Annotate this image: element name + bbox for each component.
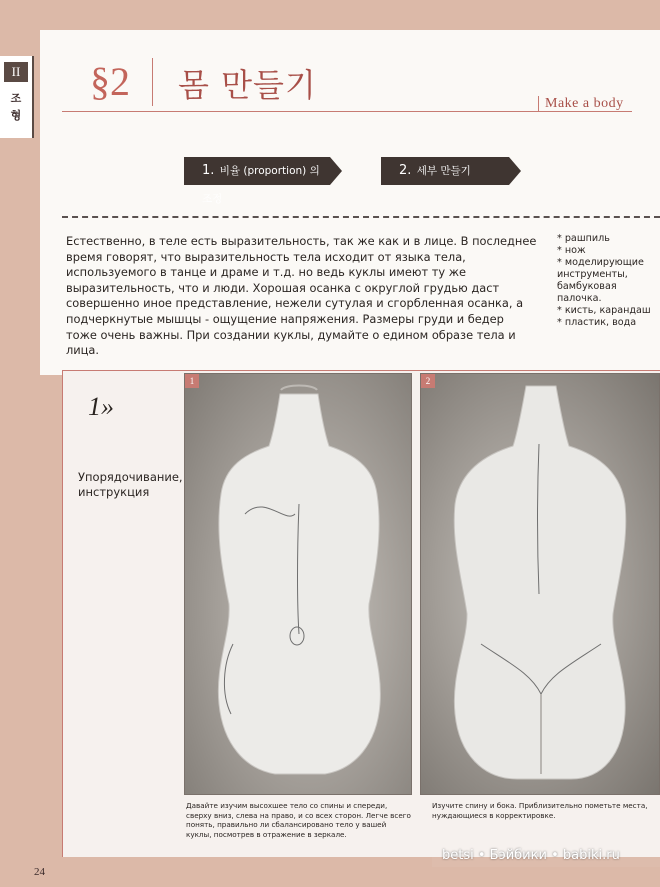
chapter-label-line1: 조 [10,92,22,105]
material-item: * рашпиль [557,233,610,244]
step-nav-1 [184,157,330,205]
title-divider [152,58,153,106]
step-number: 1» [88,392,114,421]
chapter-label-line2: 형 [10,109,22,122]
torso-front-illustration [185,374,412,795]
section-title: 몸 만들기 [178,66,317,104]
page-number: 24 [34,866,45,878]
step-nav-1-num: 1. [202,163,215,178]
photo-1-caption: Давайте изучим высохшее тело со спины и спереди, сверху вниз, слева на право, и со всех сторон. Легче всего понять, правильно ли сбалансировано тело у вашей куклы, посмотрев в отражение в зеркале. [186,801,411,839]
photo-2-caption: Изучите спину и бока. Приблизительно пометьте места, нуждающиеся в корректировке. [432,801,648,820]
step-caption: Упорядочивание, инструкция [78,470,183,499]
photo-back-torso [420,373,660,795]
material-item: * моделирующие инструменты, бамбуковая палочка. [557,257,644,304]
step-section-left-line [62,370,63,857]
photo-1-number: 1 [185,374,199,388]
torso-back-illustration [421,374,660,795]
step-nav-2-label: 세부 만들기 [416,165,471,177]
step-nav-2 [381,157,509,185]
watermark: betsi • Бэйбики • babiki.ru [432,845,660,867]
chapter-label [6,90,26,124]
photo-2-number: 2 [421,374,435,388]
step-nav-2-num: 2. [399,163,412,178]
material-item: * кисть, карандаш [557,305,651,316]
chapter-roman: II [4,62,28,82]
material-item: * пластик, вода [557,317,637,328]
section-number: §2 [90,59,130,104]
material-item: * нож [557,245,586,256]
photo-front-torso [184,373,412,795]
section-subtitle: Make a body [538,96,624,112]
intro-paragraph: Естественно, в теле есть выразительность, так же как и в лице. В последнее время говорят, что выразительность тела исходит от языка тела, используемого в танце и драме и т.д. но ведь куклы имеют ту же выразительность, что и люди. Хорошая осанка с округлой грудью даст совершенно иное представление, нежели сутулая и сгорбленная осанка, а подчеркнутые мышцы - ощущение напряжения. Размеры груди и бедер тоже очень важны. При создании куклы, думайте о едином образе тела и лица. [66,234,537,358]
materials-list [557,233,660,329]
step-nav-1-label: 비율 (proportion) 의 조정 [202,165,320,205]
dashed-divider [62,216,660,218]
chapter-tab [0,56,34,138]
step-section-top-line [62,370,660,371]
